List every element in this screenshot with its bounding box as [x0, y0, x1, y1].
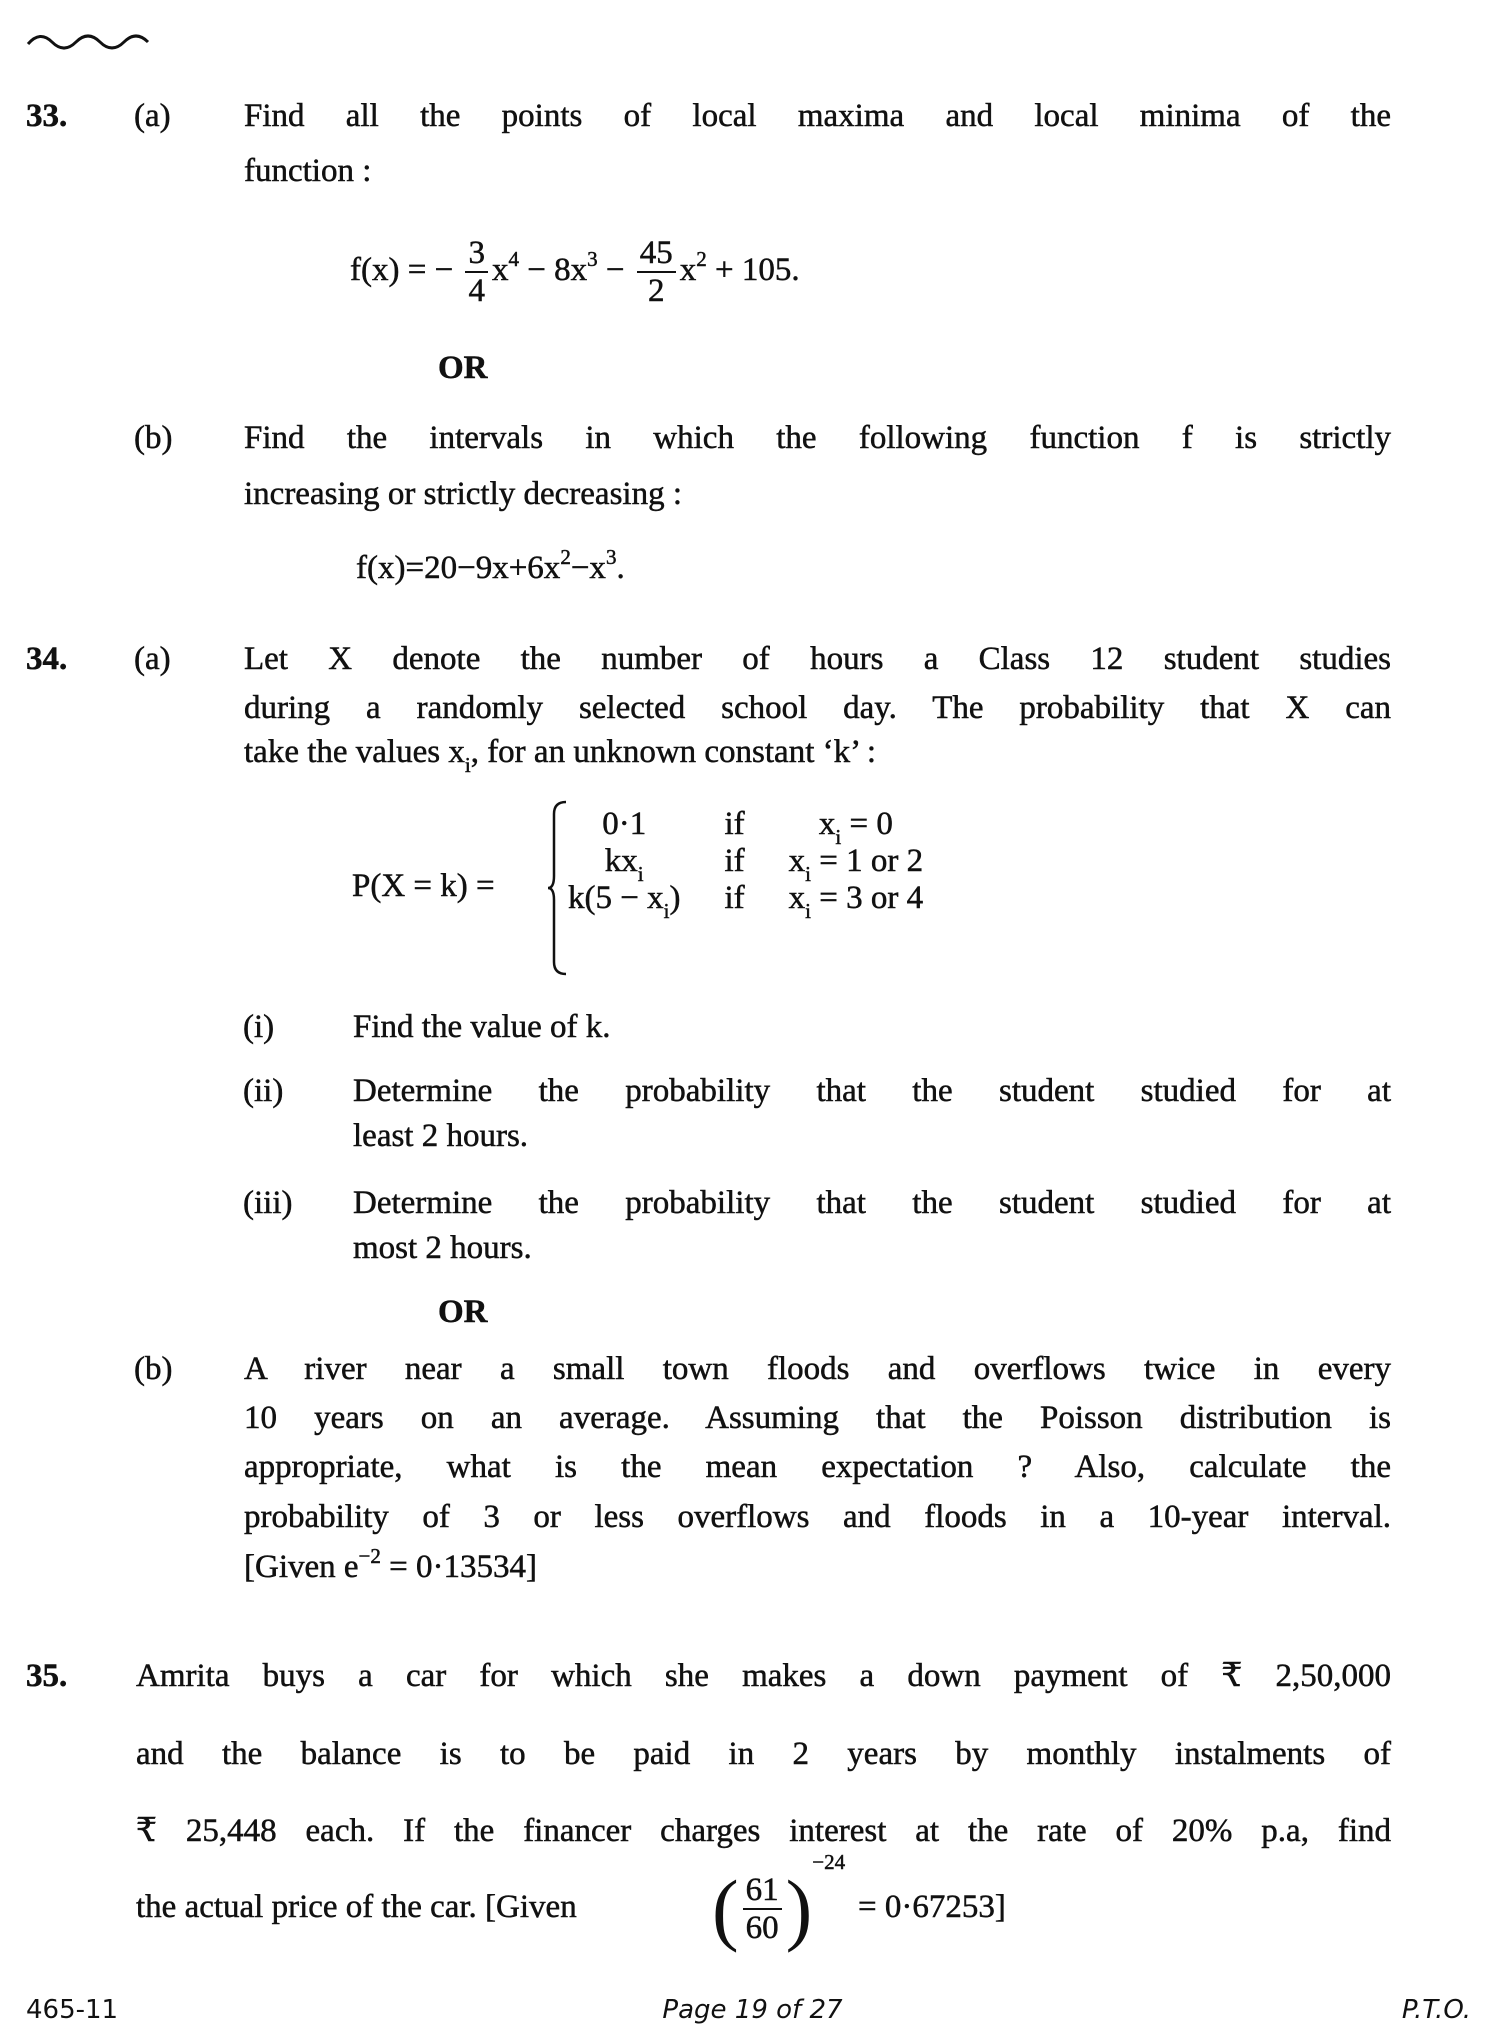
pmf-if: if [724, 843, 745, 879]
question-text: during a randomly selected school day. The probability that X can [244, 690, 1391, 726]
exponent: 4 [508, 246, 519, 271]
numerator: 3 [465, 235, 488, 273]
question-text: the actual price of the car. [Given [136, 1889, 577, 1925]
exponent: 2 [696, 246, 707, 271]
paper-code: 465-11 [26, 1995, 119, 2025]
question-text: Find the intervals in which the following function f is strictly [244, 420, 1391, 456]
subscript: i [637, 862, 644, 886]
formula-text: . [616, 550, 625, 586]
subpart-text: Determine the probability that the student studied for at [353, 1073, 1391, 1109]
question-number: 33. [26, 98, 68, 134]
paren-close-icon: ) [785, 1865, 813, 1954]
formula-33a [350, 235, 800, 310]
text: k(5 − x [568, 880, 664, 916]
pmf-table [546, 806, 945, 923]
text: = 0 [841, 806, 893, 842]
denominator: 4 [468, 273, 485, 310]
denominator: 2 [647, 273, 665, 310]
formula-text: f(x)=20−9x+6x [356, 550, 561, 586]
question-text: appropriate, what is the mean expectation ? Also, calculate the [244, 1449, 1391, 1485]
question-text: A river near a small town floods and overflows twice in every [244, 1351, 1391, 1387]
pmf-value: 0·1 [602, 806, 647, 842]
subpart-text: most 2 hours. [353, 1230, 532, 1266]
question-text: and the balance is to be paid in 2 years by monthly instalments of [136, 1736, 1391, 1772]
question-text: probability of 3 or less overflows and floods in a 10-year interval. [244, 1499, 1391, 1535]
subpart-label: (iii) [243, 1185, 293, 1221]
pto-note: P.T.O. [1401, 1995, 1471, 2025]
text: kx [604, 843, 638, 879]
question-text: Find all the points of local maxima and local minima of the [244, 98, 1391, 134]
text: = 1 or 2 [810, 843, 924, 879]
fraction [637, 235, 676, 310]
formula-text: −x [570, 550, 606, 586]
subpart-label: (i) [243, 1009, 275, 1045]
pmf-condition [767, 843, 945, 886]
question-text: increasing or strictly decreasing : [244, 476, 683, 512]
formula-text: − 8x [518, 251, 588, 288]
subpart-label: (ii) [243, 1073, 284, 1109]
text: x [788, 880, 806, 916]
subscript: i [805, 862, 811, 886]
subscript: i [663, 899, 670, 923]
text: ) [669, 880, 681, 916]
formula-33b [356, 545, 625, 586]
pmf-if: if [724, 880, 745, 916]
pmf-condition [767, 806, 945, 849]
or-divider: OR [438, 350, 488, 386]
text: [Given e [244, 1549, 359, 1585]
formula-text: x [679, 251, 697, 288]
numerator: 45 [637, 235, 676, 273]
exponent: 3 [587, 246, 598, 271]
numerator: 61 [743, 1872, 782, 1910]
text: x [788, 843, 806, 879]
text: take the values x [244, 734, 465, 770]
exponent: −24 [812, 1850, 846, 1874]
text: = 0·13534] [380, 1549, 537, 1585]
subscript: i [464, 753, 471, 777]
exponent: 3 [605, 545, 617, 569]
pmf-row [546, 806, 945, 843]
pmf-if: if [724, 806, 745, 842]
subscript: i [805, 899, 811, 923]
fraction [465, 235, 488, 310]
text: , for an unknown constant ‘k’ : [470, 734, 877, 770]
question-text: ₹ 25,448 each. If the financer charges interest at the rate of 20% p.a, find [136, 1813, 1391, 1849]
formula-text: + 105. [706, 251, 800, 288]
question-text: 10 years on an average. Assuming that the Poisson distribution is [244, 1400, 1391, 1436]
pmf-row [546, 880, 945, 917]
page-number: Page 19 of 27 [662, 1995, 843, 2025]
question-text: function : [244, 153, 372, 189]
exponent: −2 [358, 1544, 381, 1568]
text: x [818, 806, 836, 842]
given-value: = 0·67253] [858, 1889, 1006, 1925]
pmf-condition [767, 880, 945, 923]
question-text [244, 734, 877, 777]
or-divider: OR [438, 1294, 488, 1330]
question-number: 34. [26, 641, 68, 677]
squiggle-mark-icon [26, 28, 156, 52]
question-text: Let X denote the number of hours a Class 12 student studies [244, 641, 1391, 677]
subpart-text: Determine the probability that the student studied for at [353, 1185, 1391, 1221]
question-number: 35. [26, 1658, 68, 1694]
formula-text: f(x) = − [350, 251, 454, 288]
pmf-row [546, 843, 945, 880]
question-text: Amrita buys a car for which she makes a down payment of ₹ 2,50,000 [136, 1658, 1391, 1694]
part-label: (a) [134, 641, 171, 677]
denominator: 60 [745, 1910, 779, 1947]
pmf-lhs: P(X = k) = [352, 868, 495, 904]
part-label: (a) [134, 98, 171, 134]
part-label: (b) [134, 1351, 173, 1387]
part-label: (b) [134, 420, 173, 456]
exponent: 2 [560, 545, 571, 569]
formula-text: − [597, 251, 625, 288]
paren-open-icon: ( [712, 1865, 739, 1954]
fraction [743, 1872, 782, 1947]
subscript: i [835, 825, 842, 849]
given-note [244, 1544, 537, 1585]
pmf-value [546, 880, 702, 923]
pmf-value [546, 843, 702, 886]
formula-text: x [491, 251, 509, 288]
subpart-text: Find the value of k. [353, 1009, 611, 1045]
given-fraction [712, 1850, 846, 1954]
subpart-text: least 2 hours. [353, 1118, 529, 1154]
text: = 3 or 4 [810, 880, 924, 916]
